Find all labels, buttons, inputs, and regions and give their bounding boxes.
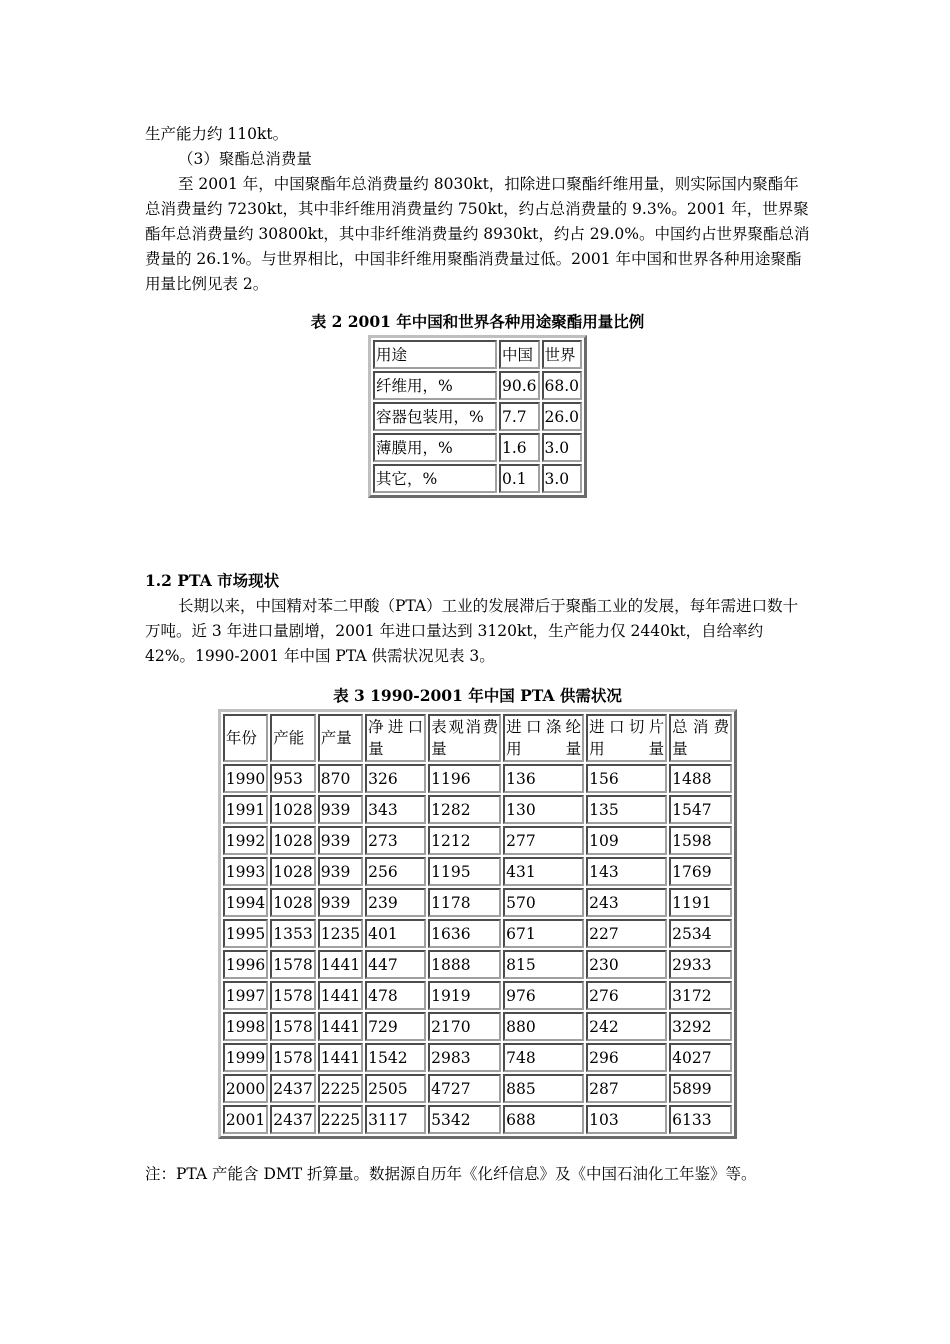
table-cell: 953: [270, 764, 315, 793]
table-cell: 130: [503, 795, 584, 824]
table-cell: 227: [586, 919, 667, 948]
table-header-row: [373, 340, 582, 369]
table-cell: 2225: [318, 1074, 363, 1103]
table-cell: 3.0: [542, 433, 583, 462]
table-cell: 273: [365, 826, 426, 855]
table-cell: 4027: [669, 1043, 732, 1072]
table-header-cell: 进口涤纶用量: [503, 714, 584, 762]
table3-caption: 表 3 1990-2001 年中国 PTA 供需状况: [333, 686, 622, 705]
table-header-cell: 产量: [318, 714, 363, 762]
table-cell: 1578: [270, 981, 315, 1010]
table-cell: 0.1: [499, 464, 540, 493]
table-cell: 2001: [223, 1105, 268, 1134]
table-cell: 1441: [318, 950, 363, 979]
table-cell: 2437: [270, 1074, 315, 1103]
table3-body: [223, 764, 732, 1134]
table-cell: 136: [503, 764, 584, 793]
table-cell: 939: [318, 888, 363, 917]
table-cell: 1212: [428, 826, 501, 855]
table-cell: 2505: [365, 1074, 426, 1103]
table-cell: 1028: [270, 795, 315, 824]
table-cell: 3292: [669, 1012, 732, 1041]
table-cell: 1888: [428, 950, 501, 979]
table-cell: 1196: [428, 764, 501, 793]
table-cell: 478: [365, 981, 426, 1010]
pta-paragraph: 长期以来，中国精对苯二甲酸（PTA）工业的发展滞后于聚酯工业的发展，每年需进口数十万吨。近 3 年进口量剧增，2001 年进口量达到 3120kt，生产能力仅 2440kt，自给率约 42%。1990-2001 年中国 PTA 供需状况见表 3。: [145, 597, 799, 665]
table-cell: 688: [503, 1105, 584, 1134]
table-cell: 1999: [223, 1043, 268, 1072]
table-cell: 5899: [669, 1074, 732, 1103]
table-cell: 5342: [428, 1105, 501, 1134]
table-cell: 1353: [270, 919, 315, 948]
table3: [218, 709, 737, 1139]
table-cell: 1441: [318, 981, 363, 1010]
table-row: [223, 795, 732, 824]
table-cell: 109: [586, 826, 667, 855]
footnote: 注：PTA 产能含 DMT 折算量。数据源自历年《化纤信息》及《中国石油化工年鉴》等。: [145, 1165, 757, 1183]
table-cell: 7.7: [499, 402, 540, 431]
table-cell: 1488: [669, 764, 732, 793]
table-cell: 1547: [669, 795, 732, 824]
table-cell: 256: [365, 857, 426, 886]
table-row: [223, 919, 732, 948]
table-cell: 2437: [270, 1105, 315, 1134]
table-cell: 326: [365, 764, 426, 793]
table-cell: 230: [586, 950, 667, 979]
table-cell: 1441: [318, 1043, 363, 1072]
table-cell: 447: [365, 950, 426, 979]
table-cell: 156: [586, 764, 667, 793]
table-header-row: [223, 714, 732, 762]
subsection-heading: （3）聚酯总消费量: [178, 150, 312, 168]
table-cell: 1282: [428, 795, 501, 824]
table-cell: 729: [365, 1012, 426, 1041]
table-cell: 1993: [223, 857, 268, 886]
table-header-cell: 进口切片用量: [586, 714, 667, 762]
table-cell: 68.0: [542, 371, 583, 400]
table-cell: 1578: [270, 950, 315, 979]
table-cell: 671: [503, 919, 584, 948]
table-row: [373, 464, 582, 493]
table-row: [223, 764, 732, 793]
table-row: [223, 981, 732, 1010]
table-cell: 1990: [223, 764, 268, 793]
table-cell: 1992: [223, 826, 268, 855]
table-header-cell: 用途: [373, 340, 497, 369]
table-cell: 4727: [428, 1074, 501, 1103]
intro-line: 生产能力约 110kt。: [145, 125, 289, 143]
table-header-cell: 净进口量: [365, 714, 426, 762]
table-header-cell: 世界: [542, 340, 583, 369]
table-row: [223, 1012, 732, 1041]
table-cell: 1995: [223, 919, 268, 948]
table2: [368, 335, 587, 498]
table-cell: 287: [586, 1074, 667, 1103]
table-cell: 1195: [428, 857, 501, 886]
table-cell: 1996: [223, 950, 268, 979]
table-cell: 1028: [270, 857, 315, 886]
table-cell: 296: [586, 1043, 667, 1072]
table-cell: 1.6: [499, 433, 540, 462]
table-row: [373, 371, 582, 400]
table-row: [223, 1043, 732, 1072]
table-cell: 143: [586, 857, 667, 886]
table-header-cell: 产能: [270, 714, 315, 762]
table-row: [223, 1074, 732, 1103]
table-cell: 1994: [223, 888, 268, 917]
table-row: [223, 950, 732, 979]
table-cell: 2983: [428, 1043, 501, 1072]
table-cell: 1578: [270, 1012, 315, 1041]
table-cell: 1235: [318, 919, 363, 948]
table-cell: 2933: [669, 950, 732, 979]
table-row: [223, 888, 732, 917]
table-cell: 1191: [669, 888, 732, 917]
table-cell: 90.6: [499, 371, 540, 400]
table-cell: 880: [503, 1012, 584, 1041]
table-cell: 1598: [669, 826, 732, 855]
table-cell: 3117: [365, 1105, 426, 1134]
table-cell: 6133: [669, 1105, 732, 1134]
table-cell: 1998: [223, 1012, 268, 1041]
consumption-paragraph: 至 2001 年，中国聚酯年总消费量约 8030kt，扣除进口聚酯纤维用量，则实际国内聚酯年总消费量约 7230kt，其中非纤维用消费量约 750kt，约占总消费量的 9.3%。2001 年，世界聚酯年总消费量约 30800kt，其中非纤维消费量约 8930kt，约占 29.0%。中国约占世界聚酯总消费量的 26.1%。与世界相比，中国非纤维用聚酯消费量过低。2001 年中国和世界各种用途聚酯用量比例见表 2。: [145, 175, 810, 293]
table-cell: 纤维用，%: [373, 371, 497, 400]
table-cell: 277: [503, 826, 584, 855]
table-cell: 276: [586, 981, 667, 1010]
table2-caption: 表 2 2001 年中国和世界各种用途聚酯用量比例: [310, 312, 645, 331]
table-row: [373, 402, 582, 431]
table-header-cell: 年份: [223, 714, 268, 762]
table-cell: 870: [318, 764, 363, 793]
table-cell: 103: [586, 1105, 667, 1134]
table-cell: 343: [365, 795, 426, 824]
table-cell: 1997: [223, 981, 268, 1010]
table-cell: 3172: [669, 981, 732, 1010]
table-cell: 815: [503, 950, 584, 979]
table-cell: 1178: [428, 888, 501, 917]
table-cell: 431: [503, 857, 584, 886]
table-cell: 3.0: [542, 464, 583, 493]
table-row: [223, 826, 732, 855]
table-cell: 其它，%: [373, 464, 497, 493]
table-row: [223, 857, 732, 886]
table-cell: 容器包装用，%: [373, 402, 497, 431]
table-cell: 2170: [428, 1012, 501, 1041]
table-cell: 2225: [318, 1105, 363, 1134]
table-header-cell: 总消费量: [669, 714, 732, 762]
table-cell: 570: [503, 888, 584, 917]
table-cell: 401: [365, 919, 426, 948]
table-cell: 26.0: [542, 402, 583, 431]
table-cell: 242: [586, 1012, 667, 1041]
table-cell: 1769: [669, 857, 732, 886]
table-cell: 1028: [270, 888, 315, 917]
table-cell: 939: [318, 795, 363, 824]
table-cell: 2534: [669, 919, 732, 948]
table-cell: 239: [365, 888, 426, 917]
table-cell: 1028: [270, 826, 315, 855]
table-cell: 1542: [365, 1043, 426, 1072]
table-cell: 135: [586, 795, 667, 824]
table-cell: 1919: [428, 981, 501, 1010]
table-cell: 1441: [318, 1012, 363, 1041]
table-cell: 939: [318, 826, 363, 855]
section-title: 1.2 PTA 市场现状: [145, 571, 280, 590]
table-cell: 1991: [223, 795, 268, 824]
table-row: [223, 1105, 732, 1134]
table-cell: 976: [503, 981, 584, 1010]
table-cell: 1578: [270, 1043, 315, 1072]
table-cell: 939: [318, 857, 363, 886]
table-cell: 748: [503, 1043, 584, 1072]
table-cell: 2000: [223, 1074, 268, 1103]
table-row: [373, 433, 582, 462]
table-cell: 薄膜用，%: [373, 433, 497, 462]
table-cell: 885: [503, 1074, 584, 1103]
table-cell: 1636: [428, 919, 501, 948]
document-page: [145, 122, 810, 1187]
table-header-cell: 表观消费量: [428, 714, 501, 762]
table-header-cell: 中国: [499, 340, 540, 369]
table-cell: 243: [586, 888, 667, 917]
